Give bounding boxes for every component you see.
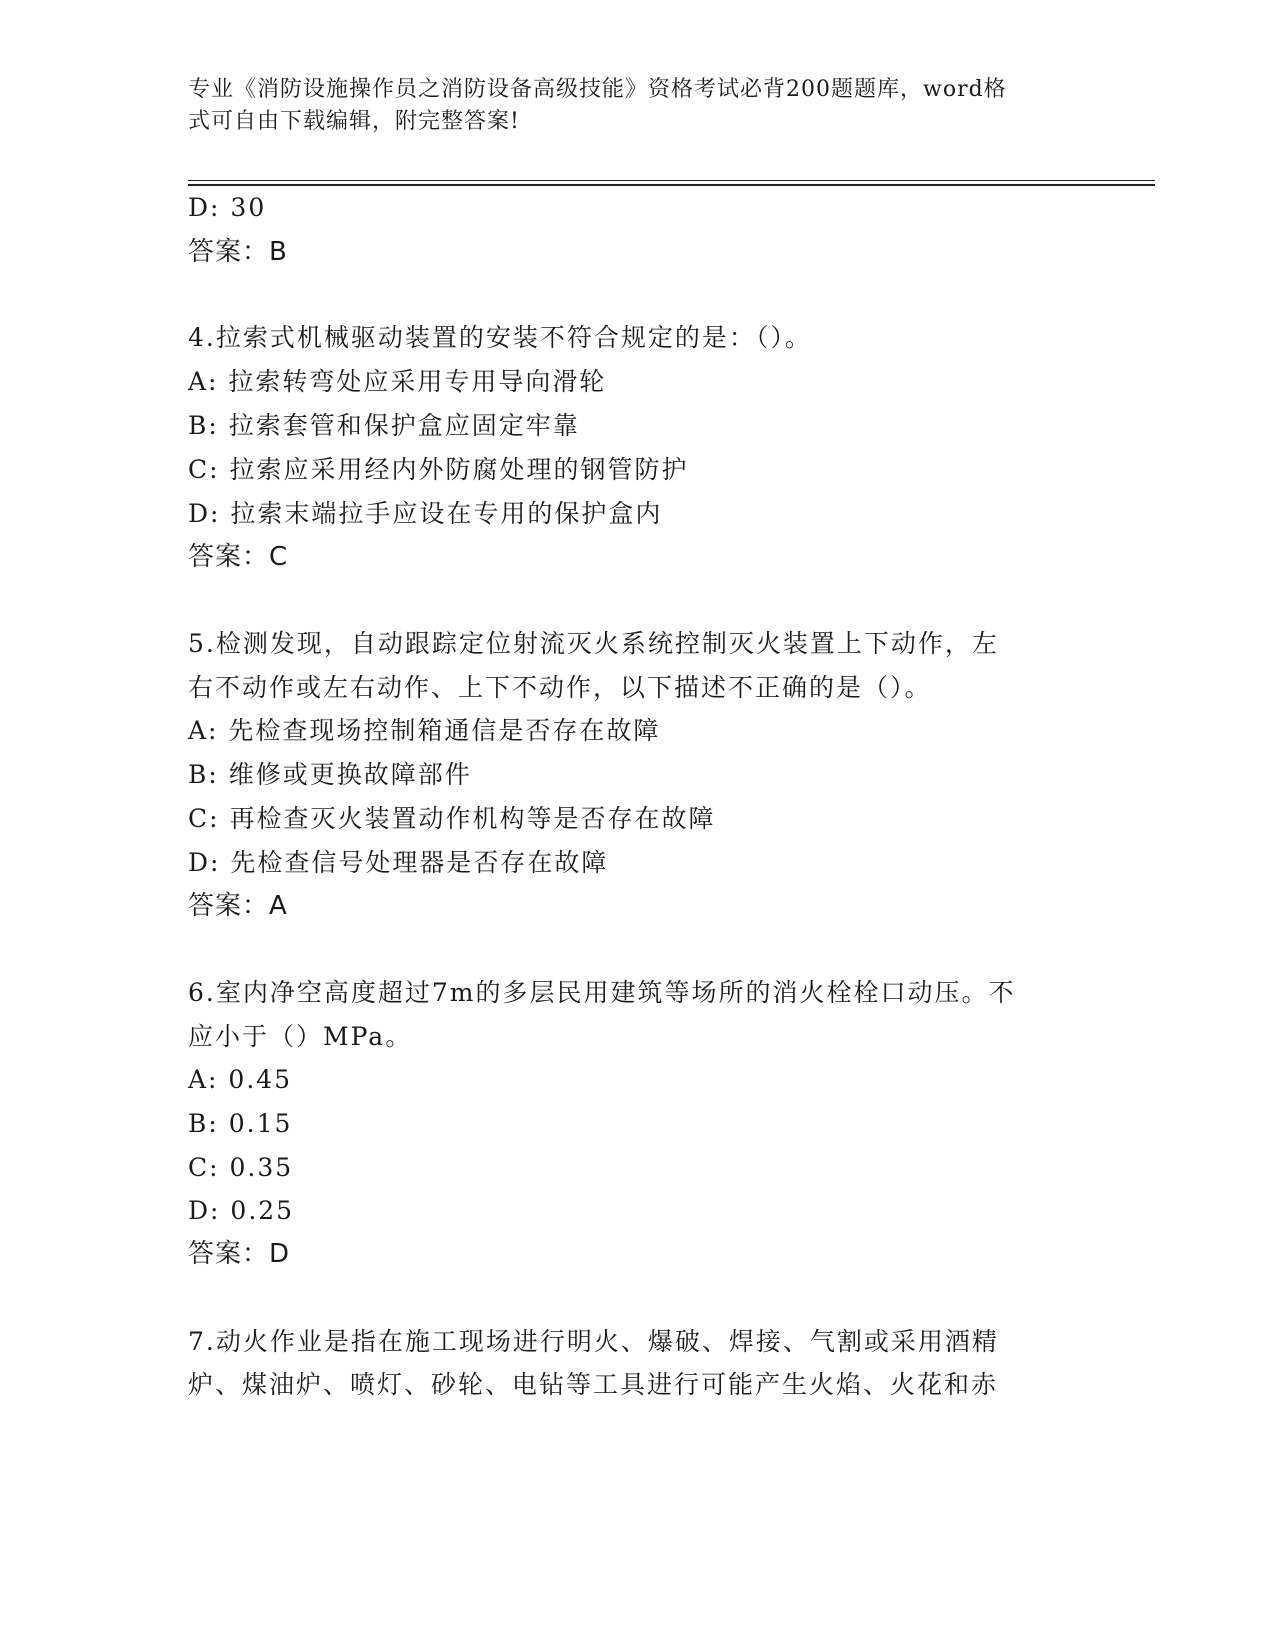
q7-stem-line-2: 炉、煤油炉、喷灯、砂轮、电钻等工具进行可能产生火焰、火花和赤 [188, 1370, 999, 1399]
q6-stem-line-2: 应小于（）MPa。 [188, 1022, 413, 1051]
q4-option-b: B: 拉索套管和保护盒应固定牢靠 [188, 411, 580, 440]
q4-answer: 答案：C [188, 542, 289, 572]
q6-option-c: C: 0.35 [188, 1153, 294, 1182]
q6-stem-line-1: 6.室内净空高度超过7m的多层民用建筑等场所的消火栓栓口动压。不 [188, 978, 1016, 1007]
header-divider-thick [188, 184, 1155, 186]
q4-option-d: D: 拉索末端拉手应设在专用的保护盒内 [188, 499, 663, 528]
q5-stem-line-1: 5.检测发现，自动跟踪定位射流灭火系统控制灭火装置上下动作，左 [188, 629, 999, 658]
q6-option-a: A: 0.45 [188, 1065, 293, 1094]
q5-option-b: B: 维修或更换故障部件 [188, 760, 472, 789]
header-divider-thin [188, 180, 1155, 181]
q7-stem-line-1: 7.动火作业是指在施工现场进行明火、爆破、焊接、气割或采用酒精 [188, 1327, 999, 1356]
q4-option-c: C: 拉索应采用经内外防腐处理的钢管防护 [188, 455, 689, 484]
q5-answer: 答案：A [188, 891, 288, 921]
q6-option-b: B: 0.15 [188, 1109, 293, 1138]
q4-stem: 4.拉索式机械驱动装置的安装不符合规定的是：（）。 [188, 323, 812, 352]
q4-option-a: A: 拉索转弯处应采用专用导向滑轮 [188, 367, 607, 396]
q5-option-c: C: 再检查灭火装置动作机构等是否存在故障 [188, 804, 716, 833]
q6-answer: 答案：D [188, 1239, 291, 1269]
q5-option-d: D: 先检查信号处理器是否存在故障 [188, 848, 609, 877]
q3-answer: 答案：B [188, 237, 288, 267]
q6-option-d: D: 0.25 [188, 1196, 295, 1225]
header-line-1: 专业《消防设施操作员之消防设备高级技能》资格考试必背200题题库，word格 [188, 77, 1007, 102]
header-line-2: 式可自由下载编辑，附完整答案! [188, 109, 520, 134]
q3-option-d: D: 30 [188, 193, 267, 222]
document-header [188, 74, 1088, 138]
q5-stem-line-2: 右不动作或左右动作、上下不动作，以下描述不正确的是（）。 [188, 673, 932, 702]
q5-option-a: A: 先检查现场控制箱通信是否存在故障 [188, 716, 661, 745]
